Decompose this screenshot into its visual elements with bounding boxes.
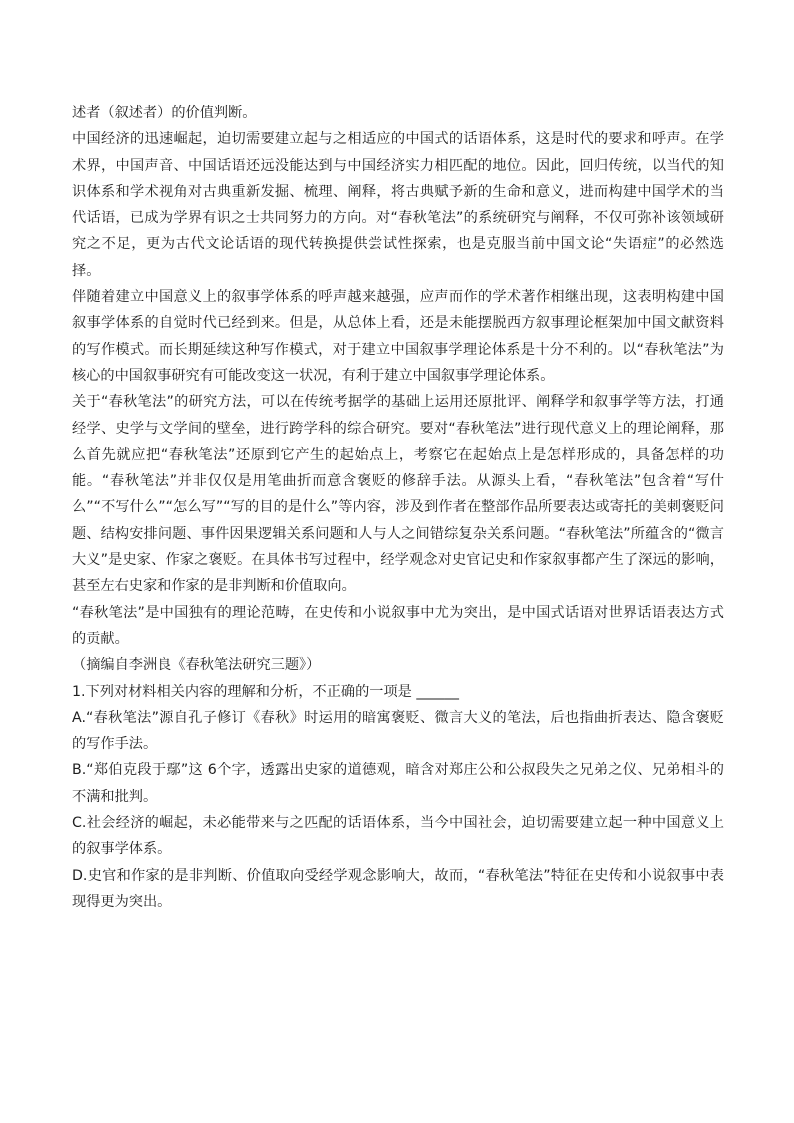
source-citation: （摘编自李洲良《春秋笔法研究三题》） [72,657,321,674]
paragraph-discourse-system: 中国经济的迅速崛起，迫切需要建立起与之相适应的中国式的话语体系，这是时代的要求和呼声。在学术界，中国声音、中国话语还远没能达到与中国经济实力相匹配的地位。因此，回归传统，以当代的知识体系和学术视角对古典重新发掘、梳理、阐释，将古典赋予新的生命和意义，进而构建中国学术的当代话语，已成为学界有识之士共同努力的方向。对“春秋笔法”的系统研究与阐释，不仅可弥补该领域研究之不足，更为古代文论话语的现代转换提供尝试性探索，也是克服当前中国文论“失语症”的必然选择。 [72,131,724,279]
question-stem: 1.下列对材料相关内容的理解和分析，不正确的一项是 ______ [72,683,459,700]
paragraph-research-method: 关于“春秋笔法”的研究方法，可以在传统考据学的基础上运用还原批评、阐释学和叙事学等方法，打通经学、史学与文学间的壁垒，进行跨学科的综合研究。要对“春秋笔法”进行现代意义上的理论阐释，那么首先就应把“春秋笔法”还原到它产生的起始点上，考察它在起始点上是怎样形成的，具备怎样的功能。“春秋笔法”并非仅仅是用笔曲折而意含褒贬的修辞手法。从源头上看，“春秋笔法”包含着“写什么”“不写什么”“怎么写”“写的目的是什么”等内容，涉及到作者在整部作品所要表达或寄托的美刺褒贬问题、结构安排问题、事件因果逻辑关系问题和人与人之间错综复杂关系问题。“春秋笔法”所蕴含的“微言大义”是史家、作家之褒贬。在具体书写过程中，经学观念对史官记史和作家叙事都产生了深远的影响，甚至左右史家和作家的是非判断和价值取向。 [72,394,724,595]
option-c: C.社会经济的崛起，未必能带来与之匹配的话语体系，当今中国社会，迫切需要建立起一种中国意义上的叙事学体系。 [72,815,724,858]
paragraph-continuation: 述者（叙述者）的价值判断。 [72,105,257,121]
paragraph-conclusion: “春秋笔法”是中国独有的理论范畴，在史传和小说叙事中尤为突出，是中国式话语对世界话语表达方式的贡献。 [72,604,724,647]
paragraph-narratology-system: 伴随着建立中国意义上的叙事学体系的呼声越来越强，应声而作的学术著作相继出现，这表明构建中国叙事学体系的自觉时代已经到来。但是，从总体上看，还是未能摆脱西方叙事理论框架加中国文献资料的写作模式。而长期延续这种写作模式，对于建立中国叙事学理论体系是十分不利的。以“春秋笔法”为核心的中国叙事研究有可能改变这一状况，有利于建立中国叙事学理论体系。 [72,289,724,384]
option-b: B.“郑伯克段于鄢”这 6个字，透露出史家的道德观，暗含对郑庄公和公叔段失之兄弟之仪、兄弟相斗的不满和批判。 [72,762,724,805]
option-d: D.史官和作家的是非判断、价值取向受经学观念影响大，故而，“春秋笔法”特征在史传和小说叙事中表现得更为突出。 [72,867,724,910]
document-body [72,100,724,915]
option-a: A.“春秋笔法”源自孔子修订《春秋》时运用的暗寓褒贬、微言大义的笔法，后也指曲折表达、隐含褒贬的写作手法。 [72,709,724,753]
